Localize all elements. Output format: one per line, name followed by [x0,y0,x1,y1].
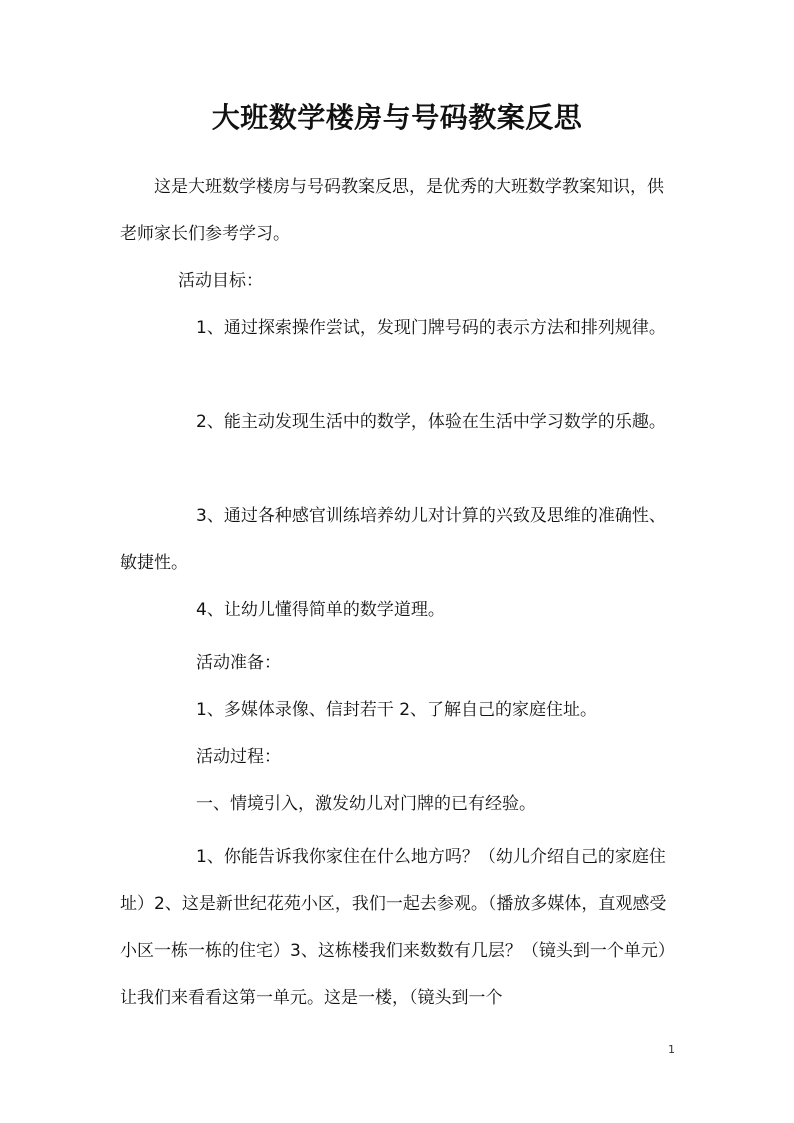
goal-item-3: 3、通过各种感官训练培养幼儿对计算的兴致及思维的准确性、敏捷性。 [120,506,666,573]
process-step-1-details: 1、你能告诉我你家住在什么地方吗？（幼儿介绍自己的家庭住址）2、这是新世纪花苑小区，我们一起去参观。（播放多媒体，直观感受小区一栋一栋的住宅）3、这栋楼我们来数数有几层？（镜头到一个单元）让我们来看看这第一单元。这是一楼，（镜头到一个 [120,847,675,1008]
heading-activity-goals: 活动目标： [178,271,263,291]
process-step-1-heading: 一、情境引入，激发幼儿对门牌的已有经验。 [196,794,536,814]
goal-item-2: 2、能主动发现生活中的数学，体验在生活中学习数学的乐趣。 [196,412,666,432]
goal-item-4: 4、让幼儿懂得简单的数学道理。 [196,600,445,620]
preparation-items: 1、多媒体录像、信封若干 2、了解自己的家庭住址。 [196,700,598,720]
paragraph-intro: 这是大班数学楼房与号码教案反思，是优秀的大班数学教案知识，供老师家长们参考学习。 [120,177,664,244]
page-number: 1 [668,1043,675,1056]
document-title: 大班数学楼房与号码教案反思 [211,101,583,134]
goal-item-1: 1、通过探索操作尝试，发现门牌号码的表示方法和排列规律。 [196,318,666,338]
heading-activity-process: 活动过程： [196,747,281,767]
heading-activity-preparation: 活动准备： [196,653,281,673]
